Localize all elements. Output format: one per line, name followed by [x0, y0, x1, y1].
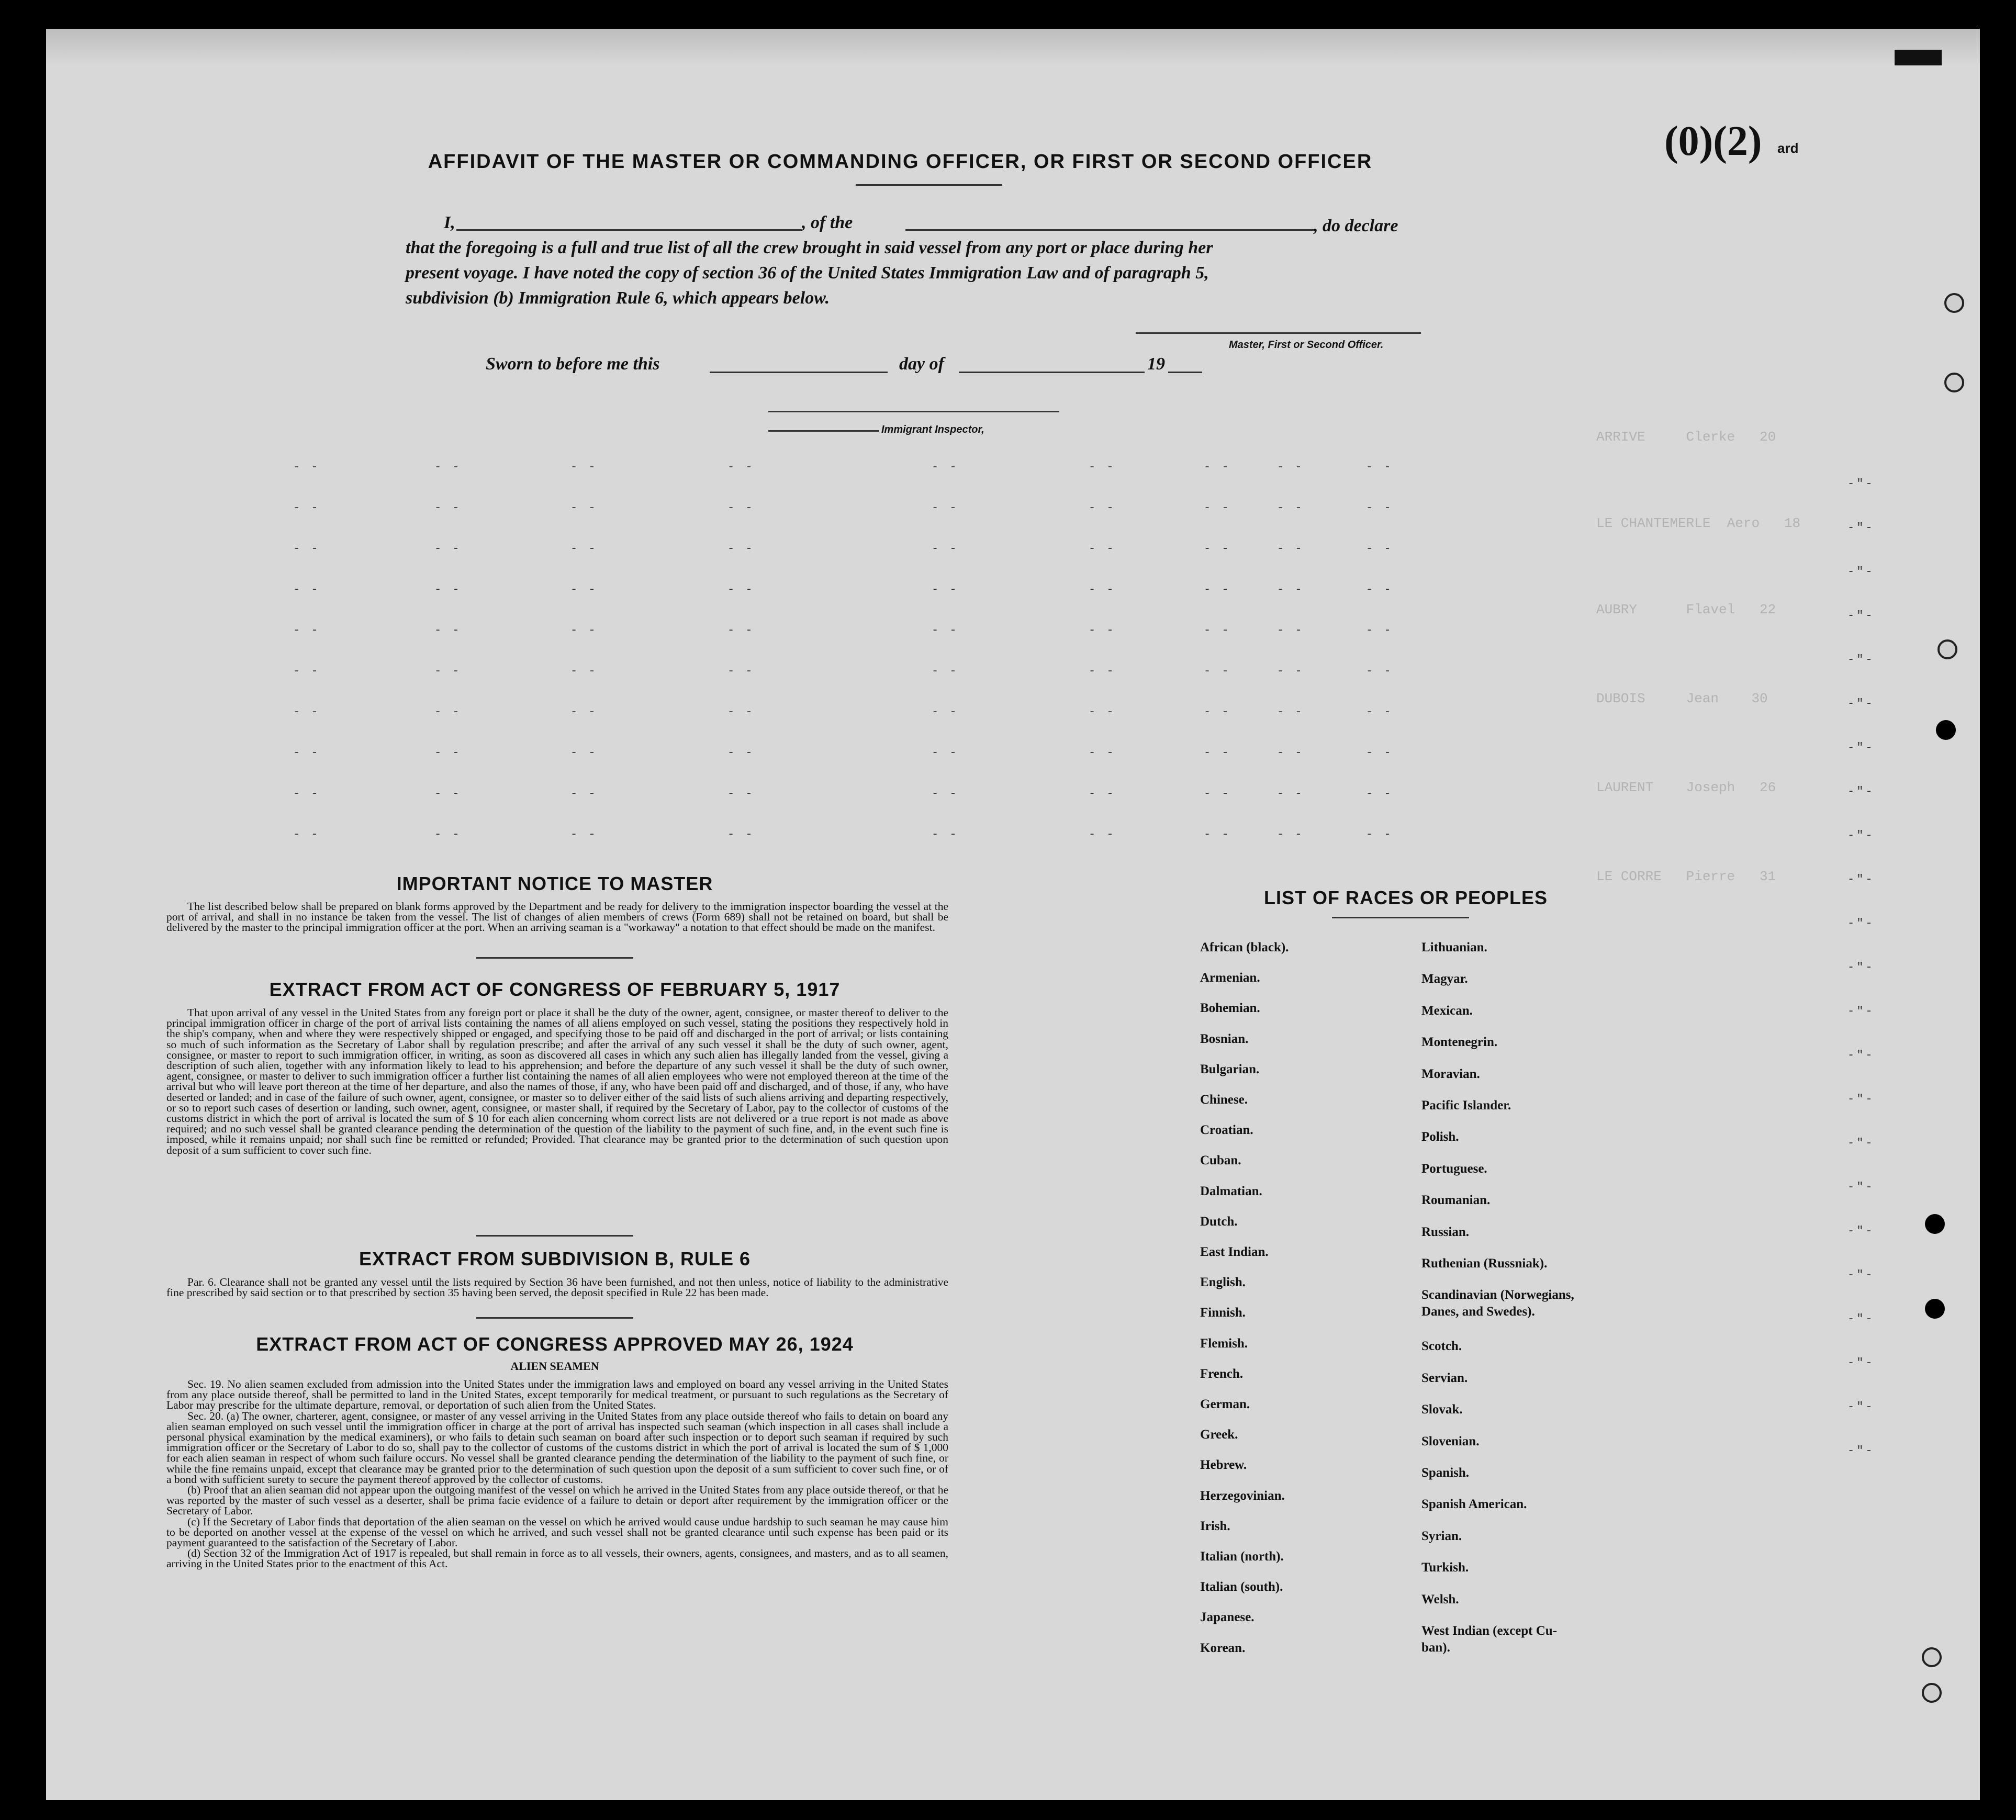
- dash-mark: - -: [727, 746, 755, 759]
- ditto-mark: -"-: [1847, 609, 1875, 622]
- race-item: Montenegrin.: [1421, 1035, 1498, 1050]
- dash-mark: - -: [1089, 460, 1116, 474]
- punch-hole: [1922, 1683, 1942, 1703]
- race-item: Welsh.: [1421, 1592, 1459, 1606]
- dash-mark: - -: [570, 787, 598, 800]
- race-item: Ruthenian (Russniak).: [1421, 1256, 1548, 1271]
- dash-mark: - -: [1204, 705, 1231, 718]
- race-item: Servian.: [1421, 1370, 1468, 1385]
- race-item: Slovak.: [1421, 1402, 1463, 1417]
- dash-mark: - -: [727, 542, 755, 555]
- race-item: Greek.: [1200, 1428, 1238, 1442]
- ditto-mark: -"-: [1847, 741, 1875, 754]
- dash-mark: - -: [1277, 705, 1304, 718]
- dash-mark: - -: [434, 460, 462, 474]
- dash-mark: - -: [434, 542, 462, 555]
- dash-mark: - -: [293, 460, 320, 474]
- dash-mark: - -: [932, 787, 959, 800]
- ditto-mark: -"-: [1847, 1268, 1875, 1282]
- ditto-mark: -"-: [1847, 1005, 1875, 1018]
- punch-hole: [1925, 1299, 1945, 1319]
- bleed-text: DUBOIS Jean 30: [1596, 691, 1768, 706]
- ditto-mark: -"-: [1847, 917, 1875, 930]
- dash-mark: - -: [1366, 746, 1393, 759]
- race-item: Bosnian.: [1200, 1031, 1249, 1046]
- dash-mark: - -: [1204, 501, 1231, 514]
- races-rule: [1332, 917, 1469, 918]
- dash-mark: - -: [434, 787, 462, 800]
- name-blank: [456, 229, 802, 231]
- punch-hole: [1936, 720, 1956, 740]
- ditto-mark: -"-: [1847, 1181, 1875, 1194]
- dash-mark: - -: [1277, 542, 1304, 555]
- dash-mark: - -: [1204, 746, 1231, 759]
- dash-mark: - -: [1089, 624, 1116, 637]
- dash-mark: - -: [1204, 665, 1231, 678]
- race-item: Dutch.: [1200, 1214, 1238, 1229]
- punch-hole: [1937, 639, 1957, 659]
- race-item: Hebrew.: [1200, 1458, 1247, 1473]
- punch-hole: [1944, 293, 1964, 313]
- dash-mark: - -: [727, 665, 755, 678]
- dash-mark: - -: [1089, 705, 1116, 718]
- notice-title: IMPORTANT NOTICE TO MASTER: [396, 873, 713, 894]
- dash-mark: - -: [434, 828, 462, 841]
- dash-mark: - -: [1366, 542, 1393, 555]
- inspector-caption: Immigrant Inspector,: [881, 424, 984, 435]
- race-item: Cuban.: [1200, 1153, 1241, 1168]
- dash-mark: - -: [727, 787, 755, 800]
- affidavit-line4: subdivision (b) Immigration Rule 6, which appears below.: [406, 288, 830, 308]
- race-item: Roumanian.: [1421, 1193, 1491, 1208]
- dash-mark: - -: [727, 501, 755, 514]
- dash-mark: - -: [293, 828, 320, 841]
- handwritten-number-stamp: (0)(2): [1664, 118, 1762, 164]
- race-item: Armenian.: [1200, 971, 1260, 985]
- sec20b-text: (b) Proof that an alien seaman did not appear upon the outgoing manifest of the vessel on which he arrived in the United States from any place outside thereof, or that he was reported by the master of such vessel as a deserter, shall be prima facie evidence of a failure to detain or deport after requirement by the immigration officer or the Secretary of Labor.: [166, 1484, 948, 1518]
- extract-1924-text: [166, 1379, 948, 1569]
- extract-1917-rule: [476, 1235, 633, 1237]
- dash-mark: - -: [932, 705, 959, 718]
- notice-text: The list described below shall be prepared on blank forms approved by the Department and be ready for delivery to the immigration inspector boarding the vessel at the port of arrival, and shall in no instance be taken from the vessel. The list of changes of alien members of crews (Form 689) shall not be retained on board, but shall be delivered by the master to the principal immigration officer at the port. When an arriving seaman is a "workaway" a notation to that effect should be made on the manifest.: [166, 900, 948, 934]
- day-of-label: day of: [899, 354, 944, 374]
- month-blank: [959, 372, 1145, 373]
- race-item: Pacific Islander.: [1421, 1098, 1511, 1113]
- race-item: Turkish.: [1421, 1560, 1469, 1575]
- affidavit-title: AFFIDAVIT OF THE MASTER OR COMMANDING OFFICER, OR FIRST OR SECOND OFFICER: [428, 151, 1373, 173]
- dash-mark: - -: [1089, 542, 1116, 555]
- dash-mark: - -: [932, 460, 959, 474]
- dash-mark: - -: [293, 665, 320, 678]
- dash-mark: - -: [1277, 501, 1304, 514]
- sheet-top-edge: [46, 29, 1980, 65]
- races-title: LIST OF RACES OR PEOPLES: [1264, 887, 1548, 908]
- inspector-signature-blank: [768, 411, 1059, 412]
- ditto-mark: -"-: [1847, 1444, 1875, 1457]
- dash-mark: - -: [570, 705, 598, 718]
- dash-mark: - -: [932, 828, 959, 841]
- dash-mark: - -: [1277, 665, 1304, 678]
- extract-1917-text: That upon arrival of any vessel in the United States from any foreign port or place it shall be the duty of the owner, agent, consignee, or master thereof to deliver to the principal immigration officer in charge of the port of arrival lists containing the names of all aliens employed on such vessel, stating the positions they respectively hold in the ship's company, when and where they were respectively shipped or engaged, and specifying those to be paid off and discharged in the port of arrival; or lists containing so much of such information as the Secretary of Labor shall by regulation prescribe; and after the arrival of any such vessel it shall be the duty of such owner, agent, consignee, or master to report to such immigration officer, in writing, as soon as discovered all cases in which any such alien has illegally landed from the vessel, giving a description of such alien, together with any information likely to lead to his apprehension; and before the departure of any such vessel it shall be the duty of such owner, agent, consignee, or master to deliver to such immigration officer a further list containing the names of all alien employees who were not employed thereon at the time of the arrival but who will leave port thereon at the time of her departure, and also the names of those, if any, who have been paid off and discharged, and of those, if any, who have deserted or landed; and in case of the failure of such owner, agent, consignee, or master so to deliver either of the said lists of such aliens arriving and departing respectively, or so to report such cases of desertion or landing, such owner, agent, consignee, or master shall, if required by the Secretary of Labor, pay to the collector of customs of the customs district in which the port of arrival is located the sum of $ 10 for each alien concerning whom correct lists are not delivered or a true report is not made as above required; and no such vessel shall be granted clearance pending the determination of the question of the liability to the payment of such fine, and, in the event such fine is imposed, while it remains unpaid; nor shall such fine be remitted or refunded; Provided. That clearance may be granted prior to the determination of such question upon deposit of a sum sufficient to cover such fine.: [166, 1006, 948, 1156]
- dash-mark: - -: [932, 583, 959, 596]
- race-item: Scandinavian (Norwegians,: [1421, 1288, 1574, 1302]
- dash-mark: - -: [727, 583, 755, 596]
- dash-mark: - -: [1089, 583, 1116, 596]
- ditto-mark: -"-: [1847, 1356, 1875, 1369]
- dash-mark: - -: [727, 705, 755, 718]
- dash-mark: - -: [1277, 746, 1304, 759]
- inspector-blank: [768, 430, 879, 432]
- day-blank: [710, 372, 888, 373]
- punch-hole: [1922, 1647, 1942, 1667]
- dash-mark: - -: [1277, 460, 1304, 474]
- punch-hole: [1944, 373, 1964, 392]
- race-item: Croatian.: [1200, 1123, 1253, 1138]
- race-item: French.: [1200, 1366, 1244, 1381]
- rule6-text: Par. 6. Clearance shall not be granted any vessel until the lists required by Section 36 have been furnished, and not then unless, notice of liability to the administrative fine prescribed by said section or to that prescribed by section 35 having been served, the deposit specified in Rule 22 has been made.: [166, 1276, 948, 1299]
- bleed-text: LAURENT Joseph 26: [1596, 780, 1776, 795]
- race-item: Spanish.: [1421, 1466, 1470, 1480]
- dash-mark: - -: [570, 665, 598, 678]
- dash-mark: - -: [293, 624, 320, 637]
- race-item: Bohemian.: [1200, 1001, 1260, 1016]
- dash-mark: - -: [1277, 828, 1304, 841]
- dash-mark: - -: [1089, 501, 1116, 514]
- race-item: African (black).: [1200, 940, 1289, 954]
- signature-caption: Master, First or Second Officer.: [1229, 339, 1384, 351]
- ditto-mark: -"-: [1847, 1093, 1875, 1106]
- race-item: Flemish.: [1200, 1336, 1248, 1351]
- race-item: German.: [1200, 1397, 1250, 1411]
- extract-1924-subtitle: ALIEN SEAMEN: [510, 1360, 599, 1373]
- bleed-text: LE CORRE Pierre 31: [1596, 869, 1776, 884]
- extract-1917-title: EXTRACT FROM ACT OF CONGRESS OF FEBRUARY 5, 1917: [269, 979, 841, 1000]
- vessel-blank: [905, 229, 1314, 231]
- race-item: Chinese.: [1200, 1093, 1248, 1107]
- dash-mark: - -: [293, 746, 320, 759]
- notice-rule: [476, 957, 633, 959]
- race-item: Herzegovinian.: [1200, 1488, 1285, 1503]
- dash-mark: - -: [727, 624, 755, 637]
- race-item: Irish.: [1200, 1519, 1230, 1533]
- race-item: Finnish.: [1200, 1306, 1246, 1320]
- ditto-mark: -"-: [1847, 829, 1875, 842]
- dash-mark: - -: [570, 542, 598, 555]
- race-item: Bulgarian.: [1200, 1062, 1260, 1076]
- ditto-mark: -"-: [1847, 1224, 1875, 1238]
- sworn-label: Sworn to before me this: [486, 354, 660, 374]
- ditto-mark: -"-: [1847, 873, 1875, 886]
- dash-mark: - -: [1277, 787, 1304, 800]
- dash-mark: - -: [1089, 787, 1116, 800]
- race-item: Korean.: [1200, 1641, 1246, 1655]
- dash-mark: - -: [932, 746, 959, 759]
- punch-hole: [1925, 1214, 1945, 1234]
- race-item: West Indian (except Cu-: [1421, 1623, 1558, 1638]
- bleed-text: LE CHANTEMERLE Aero 18: [1596, 515, 1801, 531]
- rule6-title: EXTRACT FROM SUBDIVISION B, RULE 6: [359, 1248, 751, 1269]
- extract-1924-title: EXTRACT FROM ACT OF CONGRESS APPROVED MAY 26, 1924: [256, 1333, 854, 1355]
- dash-mark: - -: [1366, 624, 1393, 637]
- dash-mark: - -: [1204, 787, 1231, 800]
- signature-blank: [1136, 332, 1421, 334]
- dash-mark: - -: [293, 501, 320, 514]
- race-item: Polish.: [1421, 1130, 1459, 1144]
- affidavit-do-declare: , do declare: [1314, 216, 1398, 235]
- rule6-rule: [476, 1317, 633, 1319]
- dash-mark: - -: [570, 501, 598, 514]
- race-item: East Indian.: [1200, 1245, 1269, 1259]
- dash-mark: - -: [1204, 828, 1231, 841]
- bleed-text: ARRIVE Clerke 20: [1596, 429, 1776, 445]
- year-prefix: 19: [1147, 354, 1165, 374]
- race-item: Scotch.: [1421, 1339, 1462, 1354]
- dash-mark: - -: [932, 501, 959, 514]
- dash-mark: - -: [1277, 624, 1304, 637]
- dash-mark: - -: [570, 583, 598, 596]
- race-item: Spanish American.: [1421, 1497, 1527, 1512]
- dash-mark: - -: [1089, 828, 1116, 841]
- corner-fragment: ard: [1777, 140, 1799, 156]
- dash-mark: - -: [1366, 705, 1393, 718]
- dash-mark: - -: [293, 787, 320, 800]
- race-item: Moravian.: [1421, 1066, 1480, 1081]
- dash-mark: - -: [1366, 828, 1393, 841]
- race-item: Mexican.: [1421, 1003, 1473, 1018]
- dash-mark: - -: [570, 746, 598, 759]
- dash-mark: - -: [1366, 583, 1393, 596]
- ditto-mark: -"-: [1847, 785, 1875, 798]
- race-item: English.: [1200, 1275, 1246, 1290]
- dash-mark: - -: [727, 460, 755, 474]
- sec20a-text: Sec. 20. (a) The owner, charterer, agent, consignee, or master of any vessel arriving in the United States from any place outside thereof who fails to detain on board any alien seaman employed on such vessel until the immigration officer in charge at the port of arrival has inspected such seaman (which inspection in all cases shall include a personal physical examination by the medical examiners), or who fails to detain such seaman on board after such inspection or to deport such seaman if required by such immigration officer or the Secretary of Labor to do so, shall pay to the collector of customs of the customs district in which the port of arrival is located the sum of $ 1,000 for each alien seaman in respect of whom such failure occurs. No vessel shall be granted clearance pending the determination of the liability to the payment of such fine, or while the fine remains unpaid, except that clearance may be granted prior to the determination of such question upon the deposit of a sum sufficient to cover such fine, or of a bond with sufficient surety to secure the payment thereof approved by the collector of customs.: [166, 1409, 948, 1486]
- dash-mark: - -: [293, 705, 320, 718]
- dash-mark: - -: [1204, 542, 1231, 555]
- dash-mark: - -: [434, 501, 462, 514]
- dash-mark: - -: [932, 665, 959, 678]
- race-item: Magyar.: [1421, 972, 1468, 986]
- ditto-mark: -"-: [1847, 697, 1875, 710]
- dash-mark: - -: [1366, 460, 1393, 474]
- race-item: Russian.: [1421, 1224, 1470, 1239]
- dash-mark: - -: [1366, 787, 1393, 800]
- dash-mark: - -: [434, 665, 462, 678]
- title-rule: [856, 184, 1002, 186]
- ditto-mark: -"-: [1847, 521, 1875, 534]
- race-item: Dalmatian.: [1200, 1184, 1262, 1198]
- dash-mark: - -: [932, 542, 959, 555]
- dash-mark: - -: [1366, 501, 1393, 514]
- sec20d-text: (d) Section 32 of the Immigration Act of 1917 is repealed, but shall remain in force as to all vessels, their owners, agents, consignees, and masters, and as to all seamen, arriving in the United States prior to the enactment of this Act.: [166, 1547, 948, 1570]
- race-item: Japanese.: [1200, 1610, 1255, 1625]
- ditto-mark: -"-: [1847, 1312, 1875, 1325]
- race-item: Syrian.: [1421, 1529, 1462, 1543]
- sheet-tab: [1895, 50, 1942, 65]
- dash-mark: - -: [932, 624, 959, 637]
- dash-mark: - -: [293, 583, 320, 596]
- sec20c-text: (c) If the Secretary of Labor finds that deportation of the alien seaman on the vessel on which he arrived would cause undue hardship to such seaman he may cause him to be deported on another vessel at the expense of the vessel on which he arrived, and such vessel shall not be granted clearance until such expense has been paid or its payment guaranteed to the satisfaction of the Secretary of Labor.: [166, 1515, 948, 1549]
- affidavit-line2: that the foregoing is a full and true list of all the crew brought in said vessel from any port or place during her: [406, 238, 1213, 257]
- ditto-mark: -"-: [1847, 477, 1875, 490]
- sec19-text: Sec. 19. No alien seamen excluded from admission into the United States under the immigration laws and employed on board any vessel arriving in the United States from any place outside thereof, shall be permitted to land in the United States, except temporarily for medical treatment, or pursuant to such regulations as the Secretary of Labor may prescribe for the ultimate departure, removal, or deportation of such alien from the United States.: [166, 1378, 948, 1412]
- dash-mark: - -: [570, 828, 598, 841]
- dash-mark: - -: [1089, 746, 1116, 759]
- year-blank: [1168, 372, 1202, 373]
- dash-mark: - -: [570, 460, 598, 474]
- dash-mark: - -: [727, 828, 755, 841]
- ditto-mark: -"-: [1847, 1400, 1875, 1413]
- dash-mark: - -: [1089, 665, 1116, 678]
- ditto-mark: -"-: [1847, 961, 1875, 974]
- affidavit-of-the: , of the: [802, 213, 853, 232]
- dash-mark: - -: [293, 542, 320, 555]
- dash-mark: - -: [1204, 624, 1231, 637]
- dash-mark: - -: [434, 705, 462, 718]
- race-item: Italian (north).: [1200, 1549, 1284, 1564]
- race-item: Portuguese.: [1421, 1161, 1487, 1176]
- race-item: ban).: [1421, 1640, 1450, 1655]
- ditto-mark: -"-: [1847, 565, 1875, 578]
- dash-mark: - -: [1366, 665, 1393, 678]
- dash-mark: - -: [434, 583, 462, 596]
- ditto-mark: -"-: [1847, 1137, 1875, 1150]
- ditto-mark: -"-: [1847, 1049, 1875, 1062]
- dash-mark: - -: [1277, 583, 1304, 596]
- race-item: Danes, and Swedes).: [1421, 1305, 1535, 1319]
- dash-mark: - -: [434, 746, 462, 759]
- affidavit-line3: present voyage. I have noted the copy of section 36 of the United States Immigration Law and of paragraph 5,: [406, 263, 1209, 283]
- race-item: Slovenian.: [1421, 1434, 1480, 1448]
- ditto-mark: -"-: [1847, 653, 1875, 666]
- bleed-text: AUBRY Flavel 22: [1596, 602, 1776, 617]
- race-item: Italian (south).: [1200, 1580, 1283, 1594]
- dash-mark: - -: [1204, 460, 1231, 474]
- affidavit-i-label: I,: [444, 213, 455, 232]
- dash-mark: - -: [1204, 583, 1231, 596]
- dash-mark: - -: [570, 624, 598, 637]
- dash-mark: - -: [434, 624, 462, 637]
- race-item: Lithuanian.: [1421, 940, 1487, 954]
